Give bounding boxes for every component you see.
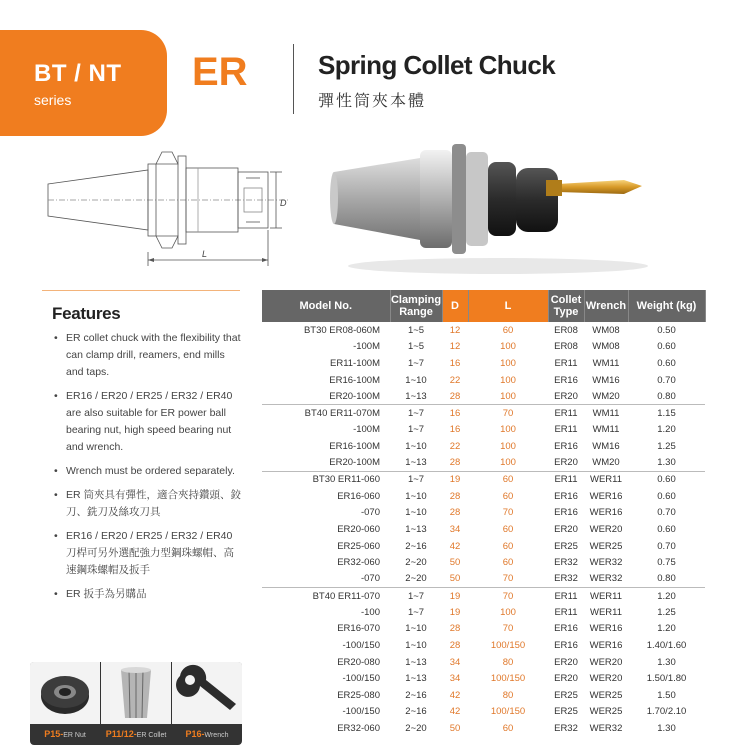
table-row [262, 704, 705, 721]
cell-range: 1~10 [405, 440, 427, 452]
cell-l: 100 [500, 374, 516, 386]
feature-item: • ER collet chuck with the flexibility that can clamp drill, reamers, end mills and taps. [52, 330, 242, 381]
accessory-label [30, 724, 100, 745]
feature-item: • Wrench must be ordered separately. [52, 463, 242, 480]
cell-l: 100 [500, 424, 516, 436]
cell-d: 34 [449, 523, 461, 535]
cell-l: 70 [502, 573, 514, 585]
cell-type: ER25 [554, 689, 578, 701]
cell-range: 1~5 [407, 341, 425, 353]
cell-range: 2~20 [405, 557, 427, 569]
table-row [262, 571, 705, 588]
accessory-page: P15- [44, 729, 64, 739]
cell-model: BT30 ER11-060 [262, 471, 390, 488]
col-header-wrench: Wrench [584, 290, 628, 322]
cell-weight: 1.20 [657, 623, 676, 635]
cell-l: 70 [468, 588, 548, 605]
cell-weight: 0.60 [657, 490, 676, 502]
cell-d: 19 [442, 471, 468, 488]
cell-type: ER11 [548, 471, 584, 488]
cell-model: BT40 ER11-070M [262, 405, 390, 422]
table-row [262, 438, 705, 455]
cell-d: 34 [449, 656, 461, 668]
accessory-label [101, 724, 171, 745]
cell-model: ER32-060 [337, 723, 380, 735]
cell-wrench: WER25 [589, 706, 623, 718]
col-header-l: L [468, 290, 548, 322]
table-row [262, 637, 705, 654]
cell-d: 28 [449, 623, 461, 635]
cell-range: 1~7 [390, 471, 442, 488]
cell-d: 42 [449, 706, 461, 718]
cell-l: 60 [502, 723, 514, 735]
cell-range: 1~13 [405, 457, 427, 469]
feature-item: • ER16 / ER20 / ER25 / ER32 / ER40 刀桿可另外選配強力型鋼珠螺帽、高速鋼珠螺帽及扳手 [52, 528, 242, 579]
cell-range: 2~16 [405, 706, 427, 718]
table-row [262, 687, 705, 704]
cell-range: 1~7 [407, 424, 425, 436]
cell-model: -100/150 [342, 673, 380, 685]
accessory-name: Wrench [204, 732, 229, 739]
cell-l: 60 [468, 471, 548, 488]
cell-type: ER20 [554, 390, 578, 402]
cell-l: 70 [502, 623, 514, 635]
accessory-label [172, 724, 242, 745]
cell-d: 16 [449, 357, 461, 369]
table-row [262, 505, 705, 522]
cell-model: ER25-060 [337, 540, 380, 552]
cell-type: ER32 [554, 573, 578, 585]
cell-model: BT40 ER11-070 [262, 588, 390, 605]
cell-wrench: WM08 [592, 341, 620, 353]
table-row [262, 621, 705, 638]
cell-model: ER20-080 [337, 656, 380, 668]
er-nut-icon [30, 662, 100, 724]
cell-d: 50 [449, 557, 461, 569]
cell-type: ER20 [554, 523, 578, 535]
cell-type: ER16 [554, 640, 578, 652]
cell-range: 1~7 [407, 357, 425, 369]
cell-type: ER08 [554, 324, 578, 336]
cell-d: 42 [449, 540, 461, 552]
col-header-type-line1: Collet [550, 294, 582, 306]
col-header-d: D [442, 290, 468, 322]
cell-wrench: WER16 [589, 490, 623, 502]
cell-range: 1~7 [407, 606, 425, 618]
cell-wrench: WER11 [589, 606, 623, 618]
cell-range: 2~20 [405, 573, 427, 585]
cell-weight: 0.60 [657, 357, 676, 369]
series-badge [0, 30, 167, 136]
cell-model: ER20-060 [337, 523, 380, 535]
cell-wrench: WER16 [589, 507, 623, 519]
cell-weight: 0.75 [657, 557, 676, 569]
page-title-chinese: 彈性筒夾本體 [318, 93, 427, 110]
cell-type: ER20 [554, 673, 578, 685]
cell-model: -100/150 [342, 640, 380, 652]
cell-type: ER11 [554, 357, 578, 369]
spec-table [262, 290, 706, 737]
cell-l: 70 [468, 405, 548, 422]
cell-model: ER11-100M [330, 357, 380, 369]
cell-weight: 1.30 [657, 457, 676, 469]
cell-type: ER20 [554, 656, 578, 668]
table-row [262, 405, 705, 422]
accessory-name: ER Collet [136, 732, 167, 739]
table-row [262, 455, 705, 472]
cell-model: ER16-100M [329, 374, 380, 386]
cell-weight: 1.30 [657, 723, 676, 735]
cell-weight: 0.70 [657, 507, 676, 519]
cell-wrench: WER16 [589, 640, 623, 652]
cell-l: 100 [500, 357, 516, 369]
cell-wrench: WM16 [592, 374, 620, 386]
col-header-model: Model No. [262, 290, 390, 322]
cell-type: ER32 [554, 723, 578, 735]
cell-wrench: WER32 [589, 573, 623, 585]
table-row [262, 554, 705, 571]
accessory-page: P16- [185, 729, 205, 739]
table-row [262, 654, 705, 671]
cell-wrench: WER20 [589, 523, 623, 535]
cell-model: ER32-060 [337, 557, 380, 569]
cell-model: ER20-100M [329, 457, 380, 469]
cell-wrench: WM11 [592, 424, 620, 436]
cell-weight: 1.25 [657, 606, 676, 618]
features-divider [42, 290, 240, 291]
product-photo [328, 128, 650, 276]
cell-l: 60 [502, 490, 514, 502]
accessories-panel [30, 662, 242, 745]
cell-l: 100/150 [490, 640, 526, 652]
cell-weight: 0.70 [657, 540, 676, 552]
cell-l: 60 [502, 557, 514, 569]
series-name: BT / NT [34, 60, 122, 87]
cell-wrench: WM20 [592, 457, 620, 469]
cell-model: BT30 ER08-060M [303, 324, 380, 336]
cell-weight: 1.15 [628, 405, 705, 422]
cell-weight: 0.60 [657, 523, 676, 535]
cell-d: 19 [442, 588, 468, 605]
cell-wrench: WM20 [592, 390, 620, 402]
cell-model: -070 [360, 573, 380, 585]
cell-range: 1~10 [405, 507, 427, 519]
cell-wrench: WER32 [589, 723, 623, 735]
cell-model: -070 [360, 507, 380, 519]
features-list [52, 330, 242, 610]
cell-range: 1~5 [407, 324, 425, 336]
cell-range: 1~7 [390, 588, 442, 605]
cell-range: 2~16 [405, 689, 427, 701]
cell-model: -100M [353, 424, 380, 436]
cell-d: 34 [449, 673, 461, 685]
cell-d: 42 [449, 689, 461, 701]
col-header-range-line2: Range [399, 306, 433, 318]
cell-d: 12 [449, 341, 461, 353]
cell-wrench: WER20 [589, 656, 623, 668]
cell-type: ER32 [554, 557, 578, 569]
cell-weight: 0.50 [657, 324, 676, 336]
cell-d: 28 [449, 390, 461, 402]
cell-type: ER20 [554, 457, 578, 469]
cell-type: ER16 [554, 374, 578, 386]
table-row [262, 588, 705, 605]
table-row [262, 488, 705, 505]
cell-d: 50 [449, 723, 461, 735]
cell-weight: 1.70/2.10 [646, 706, 687, 718]
wrench-icon [172, 662, 242, 724]
cell-d: 50 [449, 573, 461, 585]
cell-weight: 1.25 [657, 440, 676, 452]
cell-model: ER16-070 [337, 623, 380, 635]
accessory-wrench [172, 662, 242, 745]
dimension-l-label: L [202, 249, 208, 259]
cell-type: ER16 [554, 440, 578, 452]
table-row [262, 339, 705, 356]
table-row [262, 720, 705, 737]
cell-type: ER25 [554, 706, 578, 718]
cell-range: 1~13 [405, 673, 427, 685]
cell-l: 100 [500, 457, 516, 469]
cell-d: 28 [449, 640, 461, 652]
cell-type: ER11 [554, 424, 578, 436]
accessory-page: P11/12- [105, 729, 137, 739]
cell-l: 100 [500, 390, 516, 402]
cell-wrench: WER20 [589, 673, 623, 685]
cell-l: 60 [502, 523, 514, 535]
cell-model: -100M [353, 341, 380, 353]
cell-range: 2~20 [405, 723, 427, 735]
cell-wrench: WER25 [589, 689, 623, 701]
series-word: series [34, 92, 72, 108]
cell-type: ER25 [554, 540, 578, 552]
cell-weight: 1.30 [657, 656, 676, 668]
cell-l: 60 [502, 324, 514, 336]
cell-weight: 1.50 [657, 689, 676, 701]
table-row [262, 538, 705, 555]
cell-type: ER16 [554, 507, 578, 519]
cell-wrench: WM08 [592, 324, 620, 336]
cell-wrench: WER11 [584, 588, 628, 605]
cell-d: 12 [449, 324, 461, 336]
cell-d: 16 [442, 405, 468, 422]
table-row [262, 372, 705, 389]
dimension-d-label: D [280, 198, 287, 208]
cell-model: ER16-100M [329, 440, 380, 452]
cell-d: 19 [449, 606, 461, 618]
header-divider [293, 44, 294, 114]
col-header-type [548, 290, 584, 322]
table-row [262, 670, 705, 687]
cell-wrench: WER11 [584, 471, 628, 488]
product-code: ER [192, 50, 248, 94]
cell-weight: 1.50/1.80 [646, 673, 687, 685]
cell-weight: 1.20 [628, 588, 705, 605]
cell-range: 1~10 [405, 374, 427, 386]
cell-l: 70 [502, 507, 514, 519]
table-row [262, 521, 705, 538]
cell-weight: 1.20 [657, 424, 676, 436]
cell-weight: 0.60 [657, 341, 676, 353]
cell-d: 28 [449, 490, 461, 502]
cell-d: 16 [449, 424, 461, 436]
cell-d: 28 [449, 457, 461, 469]
cell-wrench: WER32 [589, 557, 623, 569]
cell-range: 1~13 [405, 390, 427, 402]
cell-weight: 0.80 [657, 390, 676, 402]
cell-wrench: WER25 [589, 540, 623, 552]
cell-l: 80 [502, 689, 514, 701]
accessory-name: ER Nut [63, 732, 86, 739]
cell-type: ER11 [548, 588, 584, 605]
cell-range: 2~16 [405, 540, 427, 552]
accessory-er-collet [101, 662, 171, 745]
cell-wrench: WM11 [592, 357, 620, 369]
cell-l: 80 [502, 656, 514, 668]
cell-wrench: WER16 [589, 623, 623, 635]
cell-range: 1~10 [405, 640, 427, 652]
feature-item: • ER 扳手為另購品 [52, 586, 242, 603]
cell-weight: 0.60 [628, 471, 705, 488]
features-title: Features [52, 304, 121, 323]
cell-d: 22 [449, 374, 461, 386]
cell-d: 22 [449, 440, 461, 452]
table-header-row [262, 290, 705, 322]
cell-model: -100/150 [342, 706, 380, 718]
cell-weight: 1.40/1.60 [646, 640, 687, 652]
cell-l: 100 [500, 606, 516, 618]
cell-d: 28 [449, 507, 461, 519]
cell-l: 100 [500, 341, 516, 353]
cell-model: ER20-100M [329, 390, 380, 402]
col-header-type-line2: Type [553, 306, 579, 318]
table-row [262, 471, 705, 488]
table-row [262, 388, 705, 405]
cell-range: 1~10 [405, 490, 427, 502]
feature-item: • ER16 / ER20 / ER25 / ER32 / ER40 are also suitable for ER power ball bearing nut, high speed bearing nut and wrench. [52, 388, 242, 456]
technical-drawing [38, 148, 298, 276]
cell-range: 1~13 [405, 656, 427, 668]
cell-type: ER16 [554, 623, 578, 635]
cell-weight: 0.70 [657, 374, 676, 386]
cell-l: 100/150 [490, 673, 526, 685]
cell-range: 1~13 [405, 523, 427, 535]
cell-weight: 0.80 [657, 573, 676, 585]
cell-type: ER11 [554, 606, 578, 618]
page-title: Spring Collet Chuck [318, 50, 556, 80]
spec-table-body [262, 322, 705, 737]
cell-l: 60 [502, 540, 514, 552]
cell-model: ER25-080 [337, 689, 380, 701]
feature-item: • ER 筒夾具有彈性，適合夾持鑽頭、鉸刀、銑刀及絲攻刀具 [52, 487, 242, 521]
cell-type: ER08 [554, 341, 578, 353]
cell-model: ER16-060 [337, 490, 380, 502]
cell-range: 1~10 [405, 623, 427, 635]
cell-l: 100 [500, 440, 516, 452]
col-header-range [390, 290, 442, 322]
cell-l: 100/150 [490, 706, 526, 718]
table-row [262, 322, 705, 339]
col-header-weight: Weight (kg) [628, 290, 705, 322]
cell-range: 1~7 [390, 405, 442, 422]
cell-wrench: WM11 [584, 405, 628, 422]
col-header-range-line1: Clamping [390, 294, 442, 306]
table-row [262, 355, 705, 372]
table-row [262, 604, 705, 621]
cell-model: -100 [360, 606, 380, 618]
cell-type: ER11 [548, 405, 584, 422]
cell-type: ER16 [554, 490, 578, 502]
table-row [262, 422, 705, 439]
cell-wrench: WM16 [592, 440, 620, 452]
accessory-er-nut [30, 662, 100, 745]
er-collet-icon [101, 662, 171, 724]
